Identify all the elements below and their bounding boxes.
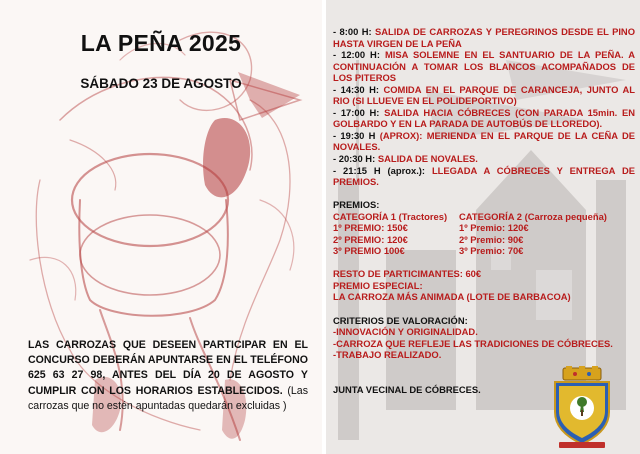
criteria-section [333,315,635,361]
category-2-prize: 1º Premio: 120€ [459,222,529,234]
signature: JUNTA VECINAL DE CÓBRECES. [333,383,481,395]
schedule-time: - 14:30 H: [333,83,384,95]
category-1-prize: 1º PREMIO: 150€ [333,222,408,234]
schedule-text: SALIDA DE NOVALES. [377,153,478,165]
criteria-item: -INNOVACIÓN Y ORIGINALIDAD. [333,326,478,338]
category-2-prize: 2º Premio: 90€ [459,233,524,245]
schedule-text: LLEGADA A CÓBRECES Y ENTREGA DE PREMIOS. [333,164,635,188]
schedule-text: SALIDA HACIA CÓBRECES (CON PARADA 15min. EN GOLBARDO Y EN LA PARADA DE AUTOBÚS DE LLOREDO). [333,106,635,130]
schedule-item [333,153,635,165]
program-content [333,26,635,395]
schedule-item [333,49,635,84]
schedule-time: - 19:30 H [333,129,380,141]
rest-participants: RESTO DE PARTICIMANTES: 60€ [333,268,482,280]
schedule-time: - 20:30 H: [333,153,378,165]
special-prize-text: LA CARROZA MÁS ANIMADA (LOTE DE BARBACOA) [333,291,571,303]
criteria-item: -CARROZA QUE REFLEJE LAS TRADICIONES DE CÓBRECES. [333,337,613,349]
category-1 [333,211,459,257]
schedule-item [333,26,635,49]
category-2-title: CATEGORÍA 2 (Carroza pequeña) [459,210,607,222]
schedule-list [333,26,635,188]
category-2-prize: 3º Premio: 70€ [459,245,524,257]
schedule-text: (APROX): MERIENDA EN EL PARQUE DE LA CEÑA DE NOVALES. [333,129,635,153]
registration-notice [28,338,308,414]
category-1-prize: 3º PREMIO 100€ [333,245,405,257]
category-1-prize: 2º PREMIO: 120€ [333,233,408,245]
schedule-time: - 12:00 H: [333,49,385,61]
schedule-item [333,130,635,153]
special-prize-heading: PREMIO ESPECIAL: [333,279,423,291]
schedule-text: MISA SOLEMNE EN EL SANTUARIO DE LA PEÑA. A CONTINUACIÓN A TOMAR LOS BLANCOS ACOMPAÑADOS DE LOS PITEROS [333,49,636,84]
schedule-time: - 8:00 H: [333,26,375,37]
schedule-text: COMIDA EN EL PARQUE DE CARANCEJA, JUNTO AL RIO (SI LLUEVE EN EL POLIDEPORTIVO) [333,83,635,107]
registration-notice-bold: LAS CARROZAS QUE DESEEN PARTICIPAR EN EL CONCURSO DEBERÁN APUNTARSE EN EL TELÉFONO 625 63 27 98, ANTES DEL DÍA 20 DE AGOSTO Y CUMPLIR CON LOS HORARIOS ESTABLECIDOS. [28,339,308,397]
prize-categories [333,211,635,257]
coat-of-arms-emblem [549,366,615,450]
schedule-item [333,107,635,130]
category-2 [459,211,629,257]
event-date: SÁBADO 23 DE AGOSTO [80,76,242,91]
registration-notice-note: (Las carrozas que no estén apuntadas quedarán excluidas ) [28,384,308,412]
schedule-time: - 21:15 H (aprox.): [333,164,432,176]
prizes-heading: PREMIOS: [333,199,380,211]
schedule-item [333,165,635,188]
prizes-section [333,199,635,303]
criteria-heading: CRITERIOS DE VALORACIÓN: [333,314,468,326]
schedule-item [333,84,635,107]
schedule-time: - 17:00 H: [333,106,385,118]
schedule-text: SALIDA DE CARROZAS Y PEREGRINOS DESDE EL PINO HASTA VIRGEN DE LA PEÑA [333,26,635,49]
category-1-title: CATEGORÍA 1 (Tractores) [333,210,448,222]
poster-title: LA PEÑA 2025 [80,30,242,56]
criteria-item: -TRABAJO REALIZADO. [333,349,442,361]
